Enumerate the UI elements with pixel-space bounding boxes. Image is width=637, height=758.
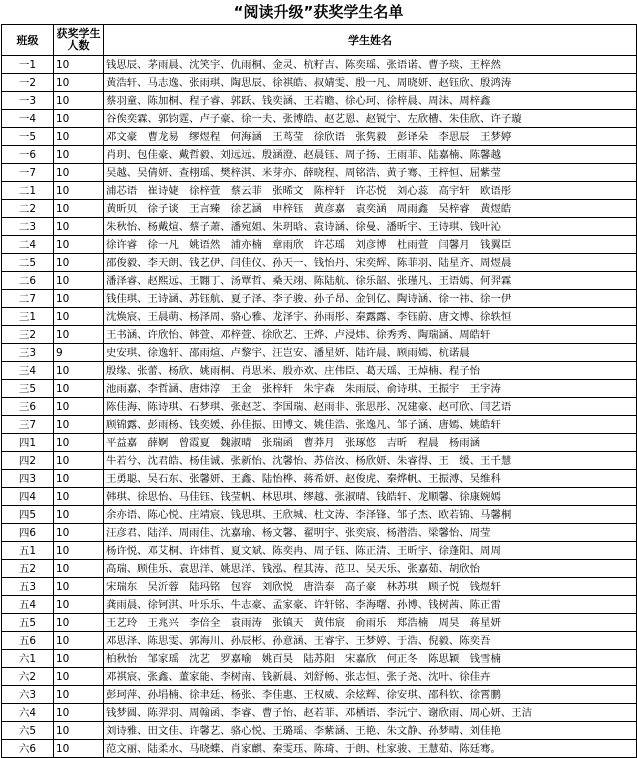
table-row [2, 614, 637, 632]
count-cell: 10 [54, 452, 104, 470]
table-row [2, 578, 637, 596]
names-cell: 顾锦露、彭雨杨、钱奕媛、孙佳振、田博文、姚佳浩、张逸凡、邹子涵、唐嫣、姚皓轩 [104, 416, 637, 434]
names-cell: 邓文豪 曹龙易 缪煜程 何海涵 王茑莹 徐欣语 张隽毅 彭译朵 李思辰 王梦婷 [104, 128, 637, 146]
class-cell: 二4 [2, 236, 54, 254]
class-cell: 四3 [2, 470, 54, 488]
class-cell: 四2 [2, 452, 54, 470]
count-cell: 10 [54, 506, 104, 524]
class-cell: 五4 [2, 596, 54, 614]
class-cell: 四5 [2, 506, 54, 524]
class-cell: 三2 [2, 326, 54, 344]
count-cell: 9 [54, 344, 104, 362]
table-row [2, 74, 637, 92]
count-cell: 10 [54, 488, 104, 506]
table-row [2, 686, 637, 704]
table-row [2, 434, 637, 452]
names-cell: 潘泽睿、赵熙远、王翾丁、汤覃哲、桑天翊、陈陆航、徐乐韶、张瑾凡、王语嫣、何羿霖 [104, 272, 637, 290]
count-cell: 10 [54, 524, 104, 542]
names-cell: 范文丽、陆柔水、马晓蝶、肖家麒、秦雯珏、陈琦、于朗、杜家骏、王慧茹、陈廷骞。 [104, 740, 637, 758]
class-cell: 一3 [2, 92, 54, 110]
count-cell: 10 [54, 308, 104, 326]
class-cell: 三5 [2, 380, 54, 398]
count-cell: 10 [54, 650, 104, 668]
names-cell: 龚雨晨、徐钶淇、叶乐乐、牛志豪、孟家豪、许轩铭、李海曙、孙博、钱树茜、陈正雷 [104, 596, 637, 614]
table-row [2, 164, 637, 182]
count-cell: 10 [54, 596, 104, 614]
table-row [2, 542, 637, 560]
names-cell: 刘诗雅、田文佳、许馨艺、骆心悦、王璐瑶、李紫涵、王艳、朱文静、孙梦晴、刘佳艳 [104, 722, 637, 740]
header-names: 学生姓名 [104, 25, 637, 56]
table-row [2, 110, 637, 128]
class-cell: 五2 [2, 560, 54, 578]
table-row [2, 128, 637, 146]
names-cell: 吴越、吴倩妍、查栩瑶、樊梓淇、米芽亦、薛晓程、周铭浩、黄子骞、王梓恒、屈紫莹 [104, 164, 637, 182]
table-row [2, 650, 637, 668]
header-count: 获奖学生人数 [54, 25, 104, 56]
table-row [2, 506, 637, 524]
class-cell: 一7 [2, 164, 54, 182]
class-cell: 二6 [2, 272, 54, 290]
class-cell: 三3 [2, 344, 54, 362]
table-row [2, 308, 637, 326]
names-cell: 高瑞、顾佳乐、袁思洋、姚思洋、钱泓、程其涛、范卫、吴天乐、张嘉茹、胡欣怡 [104, 560, 637, 578]
count-cell: 10 [54, 416, 104, 434]
class-cell: 六4 [2, 704, 54, 722]
names-cell: 浦芯语 崔诗婕 徐梓萱 蔡云菲 张晞文 陈梓轩 许芯悦 刘心蕊 高宇轩 欧语彤 [104, 182, 637, 200]
table-row [2, 272, 637, 290]
count-cell: 10 [54, 92, 104, 110]
table-row [2, 56, 637, 74]
names-cell: 邓祺宸、张鑫、董家能、李树南、钱新晨、刘舒畅、张志恒、张子尧、沈叶、徐佳卉 [104, 668, 637, 686]
names-cell: 邵俊毅、李天朗、钱艺伊、闫佳仪、孙天一、钱怡丹、宋奕辉、陈菲羽、陆星齐、周煜晨 [104, 254, 637, 272]
count-cell: 10 [54, 200, 104, 218]
names-cell: 韩琪、徐思怡、马佳钰、钱莹帆、林思琪、缪越、张淑晴、钱皓轩、龙顺馨、徐康婉嫣 [104, 488, 637, 506]
class-cell: 六1 [2, 650, 54, 668]
count-cell: 10 [54, 218, 104, 236]
class-cell: 二7 [2, 290, 54, 308]
table-row [2, 722, 637, 740]
class-cell: 二5 [2, 254, 54, 272]
class-cell: 四1 [2, 434, 54, 452]
count-cell: 10 [54, 722, 104, 740]
count-cell: 10 [54, 704, 104, 722]
names-cell: 柏秋怡 邹家瑶 沈艺 罗嘉喻 姚百昊 陆苏阳 宋嘉欣 何正冬 陈思颖 钱雪楠 [104, 650, 637, 668]
class-cell: 三6 [2, 398, 54, 416]
names-cell: 钱思辰、茅雨晨、沈笑宇、仇雨桐、金灵、杭籽吉、陈奕瑶、张语诺、曹予琰、王梓然 [104, 56, 637, 74]
names-cell: 平益嘉 薛婀 曾霞夏 魏淑晴 张瑞函 曹莽月 张琢悠 吉昕 程晨 杨雨涵 [104, 434, 637, 452]
class-cell: 一2 [2, 74, 54, 92]
class-cell: 三7 [2, 416, 54, 434]
count-cell: 10 [54, 614, 104, 632]
count-cell: 10 [54, 578, 104, 596]
class-cell: 五1 [2, 542, 54, 560]
count-cell: 10 [54, 182, 104, 200]
count-cell: 10 [54, 128, 104, 146]
class-cell: 五6 [2, 632, 54, 650]
names-cell: 黄昕贝 徐子谈 王言臻 徐艺涵 申梓钰 黄彦嘉 袁奕涵 周雨鑫 吴梓睿 黄煜皓 [104, 200, 637, 218]
header-row [2, 25, 637, 56]
count-cell: 10 [54, 362, 104, 380]
table-row [2, 596, 637, 614]
names-cell: 邓思泽、陈思雯、郭海川、孙辰彬、孙意涵、王睿宇、王梦婷、于浩、倪毅、陈奕吾 [104, 632, 637, 650]
class-cell: 一1 [2, 56, 54, 74]
names-cell: 汪彦君、陆洋、周雨佳、沈嘉瑜、杨文馨、翟明宇、张奕宸、杨潜浩、梁馨怡、周莹 [104, 524, 637, 542]
names-cell: 钱梦圆、陈羿羽、周翰函、李睿、曹子怡、赵若菲、邓栖语、李沅宁、谢欣雨、周心妍、王洁 [104, 704, 637, 722]
class-cell: 一5 [2, 128, 54, 146]
names-cell: 牛若兮、沈君皓、杨佳诚、张新怡、沈馨怡、苏倍汝、杨欣妍、朱睿得、王 缓、王千慧 [104, 452, 637, 470]
class-cell: 二3 [2, 218, 54, 236]
count-cell: 10 [54, 110, 104, 128]
table-row [2, 218, 637, 236]
names-cell: 余亦语、陈心悦、庄靖宸、钱思琪、王欣城、杜文涛、李泽锋、邹子杰、欧若锦、马馨桐 [104, 506, 637, 524]
count-cell: 10 [54, 398, 104, 416]
table-row [2, 326, 637, 344]
table-body [2, 56, 637, 758]
table-row [2, 470, 637, 488]
table-row [2, 524, 637, 542]
names-cell: 王书涵、许欣怡、韩萱、邓梓萱、徐欣艺、王烨、卢浸炜、徐秀秀、陶瑞涵、周皓轩 [104, 326, 637, 344]
count-cell: 10 [54, 668, 104, 686]
names-cell: 池雨嘉、李哲涵、唐炜淳 王金 张梓轩 朱宇森 朱雨辰、俞诗琪、王振宇 王宇涛 [104, 380, 637, 398]
table-row [2, 560, 637, 578]
count-cell: 10 [54, 236, 104, 254]
class-cell: 一4 [2, 110, 54, 128]
table-row [2, 344, 637, 362]
table-row [2, 200, 637, 218]
table-row [2, 92, 637, 110]
table-row [2, 704, 637, 722]
class-cell: 四4 [2, 488, 54, 506]
count-cell: 10 [54, 164, 104, 182]
count-cell: 10 [54, 740, 104, 758]
names-cell: 彭珂萍、孙埍楠、徐聿廷、杨张、李佳惠、王权威、余炫辉、徐安琪、邵科钦、徐霄鹏 [104, 686, 637, 704]
names-cell: 沈焕宸、王晨萌、杨泽周、骆心雅、龙泽宇、孙雨彤、秦露露、李钰蔚、唐文博、徐轶恒 [104, 308, 637, 326]
table-row [2, 740, 637, 758]
table-row [2, 416, 637, 434]
count-cell: 10 [54, 146, 104, 164]
names-cell: 肖玥、包佳豪、戴哲毅、刘远远、殷涵澄、赵晨钰、周子扬、王雨菲、陆嘉楠、陈馨越 [104, 146, 637, 164]
count-cell: 10 [54, 326, 104, 344]
count-cell: 10 [54, 74, 104, 92]
count-cell: 10 [54, 254, 104, 272]
names-cell: 钱佳琪、王诗涵、苏钰航、夏子泽、李子骏、孙子昂、金钊亿、陶诗涵、徐一祎、徐一伊 [104, 290, 637, 308]
header-class: 班级 [2, 25, 54, 56]
names-cell: 朱秋怡、杨戴煊、蔡子萧、潘宛姐、朱玥晗、袁诗涵、徐曼、潘昕宇、王诗琪、钱叶沁 [104, 218, 637, 236]
names-cell: 谷俟奕霖、郭钧霆、卢子豪、徐一夫、张博皓、赵艺恩、赵锐宁、左欣槽、朱佳欣、许子璇 [104, 110, 637, 128]
count-cell: 10 [54, 434, 104, 452]
names-cell: 宋瑞东 吴沂蓉 陆玛铭 包容 刘欣悦 唐浩泰 高子豪 林苏琪 顾子悦 钱煜轩 [104, 578, 637, 596]
table-row [2, 668, 637, 686]
names-cell: 王艺玲 王兆兴 李倍全 袁雨涛 张镇天 黄伟宸 俞雨乐 郑浩楠 周昊 蒋星妍 [104, 614, 637, 632]
class-cell: 五3 [2, 578, 54, 596]
class-cell: 三4 [2, 362, 54, 380]
class-cell: 三1 [2, 308, 54, 326]
count-cell: 10 [54, 290, 104, 308]
class-cell: 二1 [2, 182, 54, 200]
class-cell: 六2 [2, 668, 54, 686]
count-cell: 10 [54, 380, 104, 398]
class-cell: 六5 [2, 722, 54, 740]
table-row [2, 398, 637, 416]
count-cell: 10 [54, 542, 104, 560]
names-cell: 王勇聪、吴石东、张馨妍、王鑫、陆怡桦、蒋希妍、赵俊虎、秦烨帆、王振溥、吴维科 [104, 470, 637, 488]
class-cell: 六6 [2, 740, 54, 758]
table-row [2, 452, 637, 470]
class-cell: 六3 [2, 686, 54, 704]
table-row [2, 146, 637, 164]
table-row [2, 254, 637, 272]
table-row [2, 182, 637, 200]
class-cell: 一6 [2, 146, 54, 164]
count-cell: 10 [54, 560, 104, 578]
count-cell: 10 [54, 470, 104, 488]
class-cell: 四6 [2, 524, 54, 542]
names-cell: 徐许睿 徐一凡 姚语然 浦亦楠 章雨欣 许芯瑶 刘彦博 杜雨萱 闫馨月 钱翼臣 [104, 236, 637, 254]
table-row [2, 236, 637, 254]
table-row [2, 488, 637, 506]
names-cell: 黄浩轩、马志逸、张雨琪、陶思辰、徐祺皓、叔婧雯、殷一凡、周晓妍、赵钰欣、殷鸿涛 [104, 74, 637, 92]
names-cell: 史安琪、徐逸轩、邵雨煊、卢黎宇、汪岂安、潘星妍、陆许晨、顾雨嫣、杭诺晨 [104, 344, 637, 362]
class-cell: 二2 [2, 200, 54, 218]
award-table [1, 24, 637, 758]
table-row [2, 362, 637, 380]
count-cell: 10 [54, 272, 104, 290]
class-cell: 五5 [2, 614, 54, 632]
names-cell: 陈佳海、陈诗琪、石梦琪、张赵芝、李国瑞、赵雨非、张思彤、况建豪、赵可欣、闫艺语 [104, 398, 637, 416]
table-row [2, 380, 637, 398]
count-cell: 10 [54, 632, 104, 650]
table-row [2, 632, 637, 650]
count-cell: 10 [54, 56, 104, 74]
names-cell: 蔡羽童、陈加桐、程子睿、郭跃、钱奕涵、王若瞻、徐心珂、徐梓晨、周沫、周梓鑫 [104, 92, 637, 110]
table-row [2, 290, 637, 308]
count-cell: 10 [54, 686, 104, 704]
page-title: “阅读升级”获奖学生名单 [233, 3, 404, 21]
names-cell: 殷缘、张蕾、杨欣、姚雨桐、肖思米、殷亦欢、庄伟臣、葛天瑶、王焯楠、程子怡 [104, 362, 637, 380]
names-cell: 杨许悦、邓艾桐、许炜哲、夏文斌、陈奕冉、周子钰、陈正清、王昕宇、徐蓬阳、周周 [104, 542, 637, 560]
